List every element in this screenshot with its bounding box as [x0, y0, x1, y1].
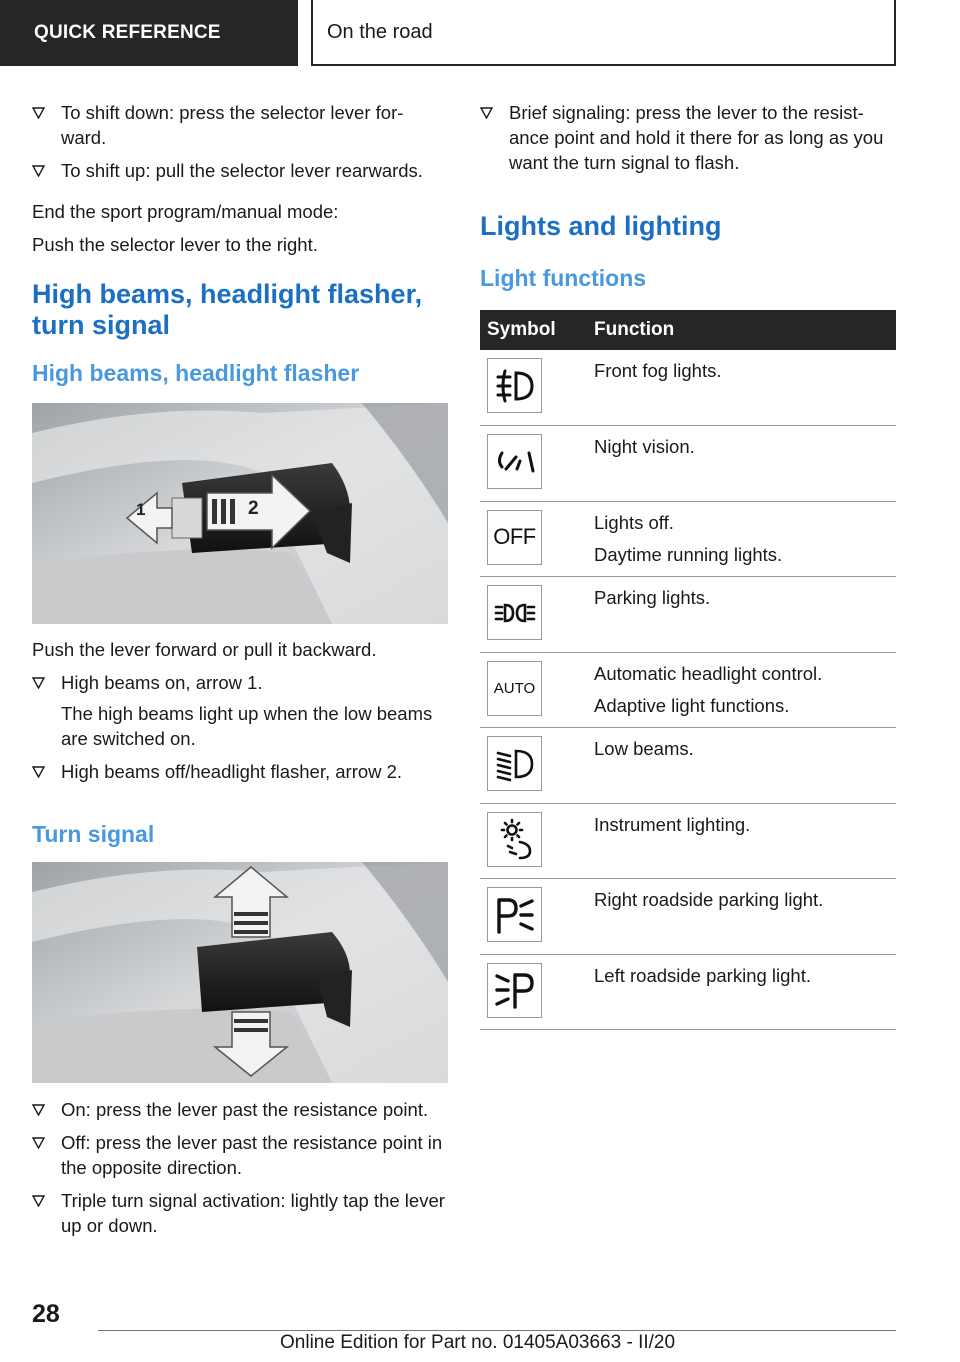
turn-signal-lever-image [32, 862, 448, 1083]
turn-signal-bullet-list [32, 1097, 448, 1238]
page-number: 28 [32, 1300, 60, 1328]
table-row [480, 501, 896, 577]
footer-divider [98, 1330, 896, 1331]
bullet-subtext: The high beams light up when the low beams are switched on. [61, 703, 433, 749]
right-column [480, 100, 896, 1030]
section-heading: Lights and lighting [480, 211, 722, 241]
function-text: Front fog lights. [594, 360, 722, 381]
table-row [480, 652, 896, 728]
list-item [32, 759, 448, 784]
function-text: Left roadside parking light. [594, 964, 811, 986]
bullet-text: Triple turn signal activation: lightly tap the lever up or down. [61, 1190, 445, 1236]
section-heading: High beams, headlight flasher, turn signal [32, 279, 423, 340]
bullet-triangle-icon [32, 1195, 45, 1207]
function-text: Daytime running lights. [594, 543, 783, 565]
bullet-text: On: press the lever past the resistance point. [61, 1099, 429, 1120]
bullet-text: To shift up: pull the selector lever rearwards. [61, 160, 423, 181]
bullet-triangle-icon [480, 107, 493, 119]
paragraph: Push the lever forward or pull it backward. [32, 639, 377, 660]
function-text: Parking lights. [594, 587, 711, 608]
bullet-text: High beams on, arrow 1. [61, 672, 263, 693]
function-text: Adaptive light functions. [594, 694, 790, 716]
list-item [32, 100, 448, 150]
light-functions-table [480, 310, 896, 1030]
chapter-title: On the road [311, 0, 896, 66]
left-column [32, 100, 448, 1246]
section-tab: QUICK REFERENCE [0, 0, 298, 66]
subsection-heading: Light functions [480, 265, 647, 291]
arrow-label-1: 1 [136, 500, 146, 519]
bullet-triangle-icon [32, 107, 45, 119]
bullet-text: Brief signaling: press the lever to the resist-ance point and hold it there for as long as you want the turn signal to flash. [509, 102, 884, 173]
subsection-heading: High beams, headlight flasher [32, 360, 360, 386]
bullet-triangle-icon [32, 677, 45, 689]
list-item [32, 1188, 448, 1238]
symbol-text: AUTO [493, 679, 536, 697]
bullet-triangle-icon [32, 1137, 45, 1149]
symbol-text: OFF [493, 524, 536, 549]
column-header-function: Function [586, 310, 896, 350]
table-row [480, 728, 896, 804]
table-row [480, 350, 896, 426]
column-header-symbol: Symbol [480, 310, 586, 350]
bullet-text: Off: press the lever past the resistance point in the opposite direction. [61, 1132, 443, 1178]
shift-bullet-list [32, 100, 448, 183]
paragraph: End the sport program/manual mode: [32, 201, 339, 222]
function-text: Automatic headlight control. [594, 662, 823, 684]
page-header [0, 0, 960, 66]
bullet-triangle-icon [32, 1104, 45, 1116]
high-beams-lever-image [32, 403, 448, 624]
front-fog-lights-icon [487, 358, 542, 413]
subsection-heading: Turn signal [32, 821, 155, 847]
right-roadside-parking-light-icon [487, 887, 542, 942]
lights-off-icon [487, 510, 542, 565]
high-beams-bullet-list [32, 670, 448, 784]
table-row [480, 426, 896, 502]
bullet-text: High beams off/headlight flasher, arrow 2. [61, 761, 403, 782]
auto-headlight-icon [487, 661, 542, 716]
brief-signal-bullet-list [480, 100, 896, 175]
left-roadside-parking-light-icon [487, 963, 542, 1018]
function-text: Low beams. [594, 738, 694, 759]
list-item [480, 100, 896, 175]
night-vision-icon [487, 434, 542, 489]
table-row [480, 577, 896, 653]
list-item [32, 670, 448, 751]
list-item [32, 1097, 448, 1122]
table-row [480, 803, 896, 879]
footer-edition: Online Edition for Part no. 01405A03663 - II/20 [280, 1332, 676, 1353]
parking-lights-icon [487, 585, 542, 640]
arrow-label-2: 2 [248, 498, 259, 519]
function-text: Instrument lighting. [594, 813, 751, 835]
bullet-triangle-icon [32, 766, 45, 778]
low-beams-icon [487, 736, 542, 791]
paragraph: Push the selector lever to the right. [32, 234, 318, 255]
bullet-triangle-icon [32, 165, 45, 177]
instrument-lighting-icon [487, 812, 542, 867]
function-text: Lights off. [594, 511, 674, 533]
function-text: Night vision. [594, 436, 695, 457]
list-item [32, 1130, 448, 1180]
list-item [32, 158, 448, 183]
bullet-text: To shift down: press the selector lever for-ward. [61, 102, 404, 148]
function-text: Right roadside parking light. [594, 889, 824, 910]
table-row [480, 879, 896, 955]
table-row [480, 954, 896, 1030]
table-header-row [480, 310, 896, 350]
